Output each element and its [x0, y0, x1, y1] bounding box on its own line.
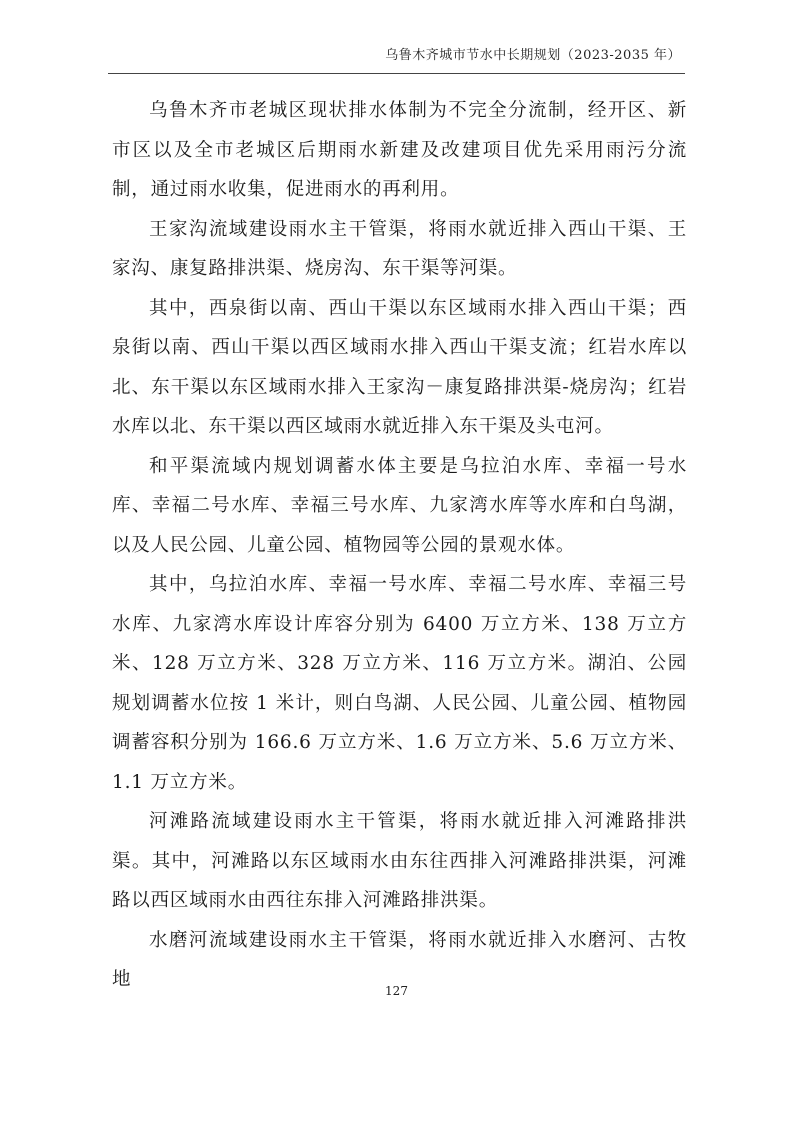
paragraph: 河滩路流域建设雨水主干管渠，将雨水就近排入河滩路排洪渠。其中，河滩路以东区域雨水由东往西排入河滩路排洪渠，河滩路以西区域雨水由西往东排入河滩路排洪渠。	[112, 811, 687, 911]
paragraph: 水磨河流域建设雨水主干管渠，将雨水就近排入水磨河、古牧地	[112, 929, 687, 990]
paragraph: 乌鲁木齐市老城区现状排水体制为不完全分流制，经开区、新市区以及全市老城区后期雨水新建及改建项目优先采用雨污分流制，通过雨水收集，促进雨水的再利用。	[112, 100, 687, 200]
paragraph: 其中，西泉街以南、西山干渠以东区域雨水排入西山干渠；西泉街以南、西山干渠以西区域雨水排入西山干渠支流；红岩水库以北、东干渠以东区域雨水排入王家沟－康复路排洪渠-烧房沟；红岩水库以北、东干渠以西区域雨水就近排入东干渠及头屯河。	[112, 297, 687, 437]
page-number: 127	[385, 984, 408, 998]
header-divider	[108, 73, 685, 74]
paragraph: 王家沟流域建设雨水主干管渠，将雨水就近排入西山干渠、王家沟、康复路排洪渠、烧房沟、东干渠等河渠。	[112, 218, 687, 279]
document-body	[112, 91, 687, 1000]
page-header: 乌鲁木齐城市节水中长期规划（2023-2035 年）	[385, 48, 681, 63]
paragraph: 其中，乌拉泊水库、幸福一号水库、幸福二号水库、幸福三号水库、九家湾水库设计库容分别为 6400 万立方米、138 万立方米、128 万立方米、328 万立方米、116 万立方米。湖泊、公园规划调蓄水位按 1 米计，则白鸟湖、人民公园、儿童公园、植物园调蓄容积分别为 166.6 万立方米、1.6 万立方米、5.6 万立方米、1.1 万立方米。	[112, 574, 687, 793]
paragraph: 和平渠流域内规划调蓄水体主要是乌拉泊水库、幸福一号水库、幸福二号水库、幸福三号水库、九家湾水库等水库和白鸟湖，以及人民公园、儿童公园、植物园等公园的景观水体。	[112, 455, 687, 556]
